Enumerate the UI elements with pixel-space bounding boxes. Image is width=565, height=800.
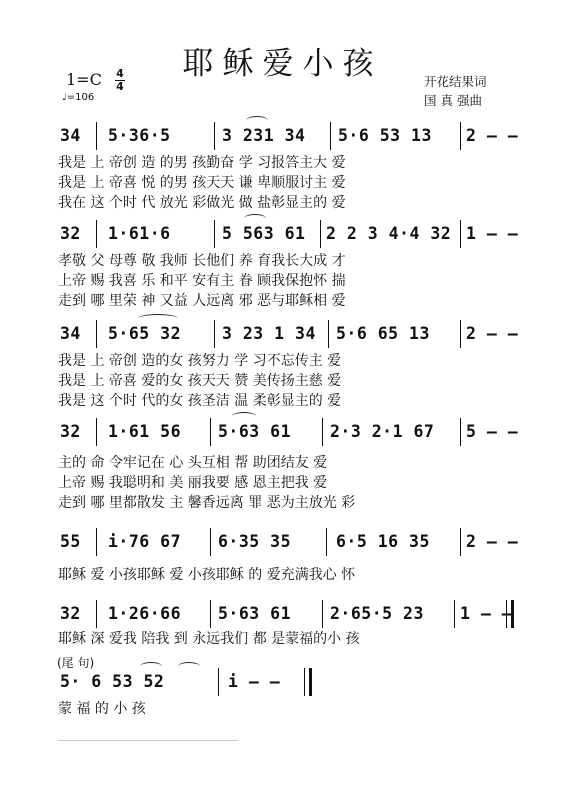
barline bbox=[328, 320, 329, 348]
measure-2: 5·63 61 bbox=[218, 604, 292, 623]
measure-pickup: 32 bbox=[60, 604, 81, 623]
measure-3: 2 2 3 4·4 32 bbox=[326, 224, 452, 243]
measure-3: 2·3 2·1 67 bbox=[330, 422, 435, 441]
barline bbox=[218, 668, 219, 696]
lyric-line-3: 我在 这 个时 代 放光 彩做光 做 盐彰显主的 爱 bbox=[58, 195, 346, 211]
barline bbox=[460, 122, 461, 150]
measure-pickup: 34 bbox=[60, 126, 81, 145]
notation-row bbox=[0, 318, 565, 348]
barline bbox=[96, 600, 97, 628]
time-signature-bottom: 4 bbox=[116, 80, 124, 93]
lyricist-credit: 开花结果词 bbox=[424, 74, 487, 89]
measure-pickup: 32 bbox=[60, 422, 81, 441]
lyric-line-1: 孝敬 父 母尊 敬 我师 长他们 养 育我长大成 才 bbox=[58, 253, 346, 269]
composer-credit: 国 真 强曲 bbox=[424, 93, 482, 108]
final-barline bbox=[506, 600, 514, 628]
coda-measure-2: i – – bbox=[228, 672, 281, 691]
barline bbox=[96, 320, 97, 348]
measure-4: 2 – – bbox=[466, 532, 519, 551]
notation-row bbox=[0, 666, 565, 696]
slur-arc bbox=[178, 662, 200, 671]
measure-3: 6·5 16 35 bbox=[336, 532, 430, 551]
barline bbox=[460, 528, 461, 556]
song-title: 耶稣爱小孩 bbox=[182, 46, 383, 82]
measure-4: 1 – – bbox=[466, 224, 519, 243]
barline bbox=[96, 528, 97, 556]
measure-4: 1 – – bbox=[460, 604, 513, 623]
lyric-line-1: 主的 命 令牢记在 心 头互相 帮 助团结友 爱 bbox=[58, 455, 328, 471]
barline bbox=[460, 320, 461, 348]
measure-pickup: 34 bbox=[60, 324, 81, 343]
measure-1: 1·61 56 bbox=[108, 422, 182, 441]
measure-pickup: 32 bbox=[60, 224, 81, 243]
barline bbox=[326, 528, 327, 556]
lyric-line-2: 上帝 赐 我聪明和 美 丽我要 感 恩主把我 爱 bbox=[58, 475, 328, 491]
barline bbox=[210, 528, 211, 556]
time-signature bbox=[114, 68, 126, 93]
measure-2: 3 23 1 34 bbox=[222, 324, 316, 343]
measure-1: i·76 67 bbox=[108, 532, 182, 551]
barline bbox=[96, 418, 97, 446]
notation-row bbox=[0, 120, 565, 150]
barline bbox=[96, 122, 97, 150]
key-signature: 1=C bbox=[66, 70, 102, 89]
measure-4: 2 – – bbox=[466, 324, 519, 343]
measure-1: 1·61·6 bbox=[108, 224, 171, 243]
notation-row bbox=[0, 218, 565, 248]
barline bbox=[322, 418, 323, 446]
measure-4: 2 – – bbox=[466, 126, 519, 145]
measure-2: 6·35 35 bbox=[218, 532, 292, 551]
lyric-line-1: 我是 上 帝创 造 的男 孩勤奋 学 习报答主大 爱 bbox=[58, 155, 346, 171]
barline bbox=[214, 122, 215, 150]
lyric-line-3: 走到 哪 里都散发 主 馨香远离 罪 恶为主放光 彩 bbox=[58, 495, 356, 511]
final-barline bbox=[304, 668, 312, 696]
slur-arc bbox=[140, 662, 162, 671]
barline bbox=[330, 122, 331, 150]
time-signature-top: 4 bbox=[116, 67, 124, 80]
slur-arc bbox=[244, 214, 266, 223]
tempo-mark: ♩=106 bbox=[62, 92, 95, 103]
barline bbox=[210, 418, 211, 446]
notation-row bbox=[0, 598, 565, 628]
lyric-line-1: 耶稣 爱 小孩耶稣 爱 小孩耶稣 的 爱充满我心 怀 bbox=[58, 567, 356, 583]
barline bbox=[460, 418, 461, 446]
slur-arc bbox=[246, 116, 268, 125]
notation-row bbox=[0, 416, 565, 446]
lyric-line-3: 走到 哪 里荣 神 又益 人远离 邪 恶与耶稣相 爱 bbox=[58, 293, 346, 309]
barline bbox=[214, 220, 215, 248]
barline bbox=[322, 600, 323, 628]
lyric-line-1: 蒙 福 的 小 孩 bbox=[58, 701, 146, 717]
measure-1: 5·65 32 bbox=[108, 324, 182, 343]
slur-arc bbox=[138, 314, 178, 323]
barline bbox=[320, 220, 321, 248]
lyric-line-1: 我是 上 帝创 造的女 孩努力 学 习不忘传主 爱 bbox=[58, 353, 342, 369]
barline bbox=[214, 320, 215, 348]
measure-1: 5·36·5 bbox=[108, 126, 171, 145]
lyric-line-2: 上帝 赐 我喜 乐 和平 安有主 眷 顾我保抱怀 揣 bbox=[58, 273, 346, 289]
notation-row bbox=[0, 526, 565, 556]
barline bbox=[210, 600, 211, 628]
measure-2: 5 563 61 bbox=[222, 224, 306, 243]
measure-4: 5 – – bbox=[466, 422, 519, 441]
measure-pickup: 55 bbox=[60, 532, 81, 551]
lyric-line-1: 耶稣 深 爱我 陪我 到 永远我们 都 是蒙福的小 孩 bbox=[58, 631, 360, 647]
slur-arc bbox=[232, 412, 256, 421]
coda-measure-1: 5· 6 53 52 bbox=[60, 672, 165, 691]
lyric-line-2: 我是 上 帝喜 悦 的男 孩天天 谦 卑顺服讨主 爱 bbox=[58, 175, 346, 191]
barline bbox=[460, 220, 461, 248]
footer-divider bbox=[58, 740, 238, 741]
measure-1: 1·26·66 bbox=[108, 604, 182, 623]
barline bbox=[454, 600, 455, 628]
barline bbox=[96, 220, 97, 248]
coda-label: (尾 句) bbox=[57, 656, 95, 670]
lyric-line-2: 我是 上 帝喜 爱的女 孩天天 赞 美传扬主慈 爱 bbox=[58, 373, 342, 389]
measure-3: 2·65·5 23 bbox=[330, 604, 424, 623]
measure-2: 5·63 61 bbox=[218, 422, 292, 441]
lyric-line-3: 我是 这 个时 代的女 孩圣洁 温 柔彰显主的 爱 bbox=[58, 393, 342, 409]
measure-3: 5·6 65 13 bbox=[336, 324, 430, 343]
measure-2: 3 231 34 bbox=[222, 126, 306, 145]
measure-3: 5·6 53 13 bbox=[338, 126, 432, 145]
